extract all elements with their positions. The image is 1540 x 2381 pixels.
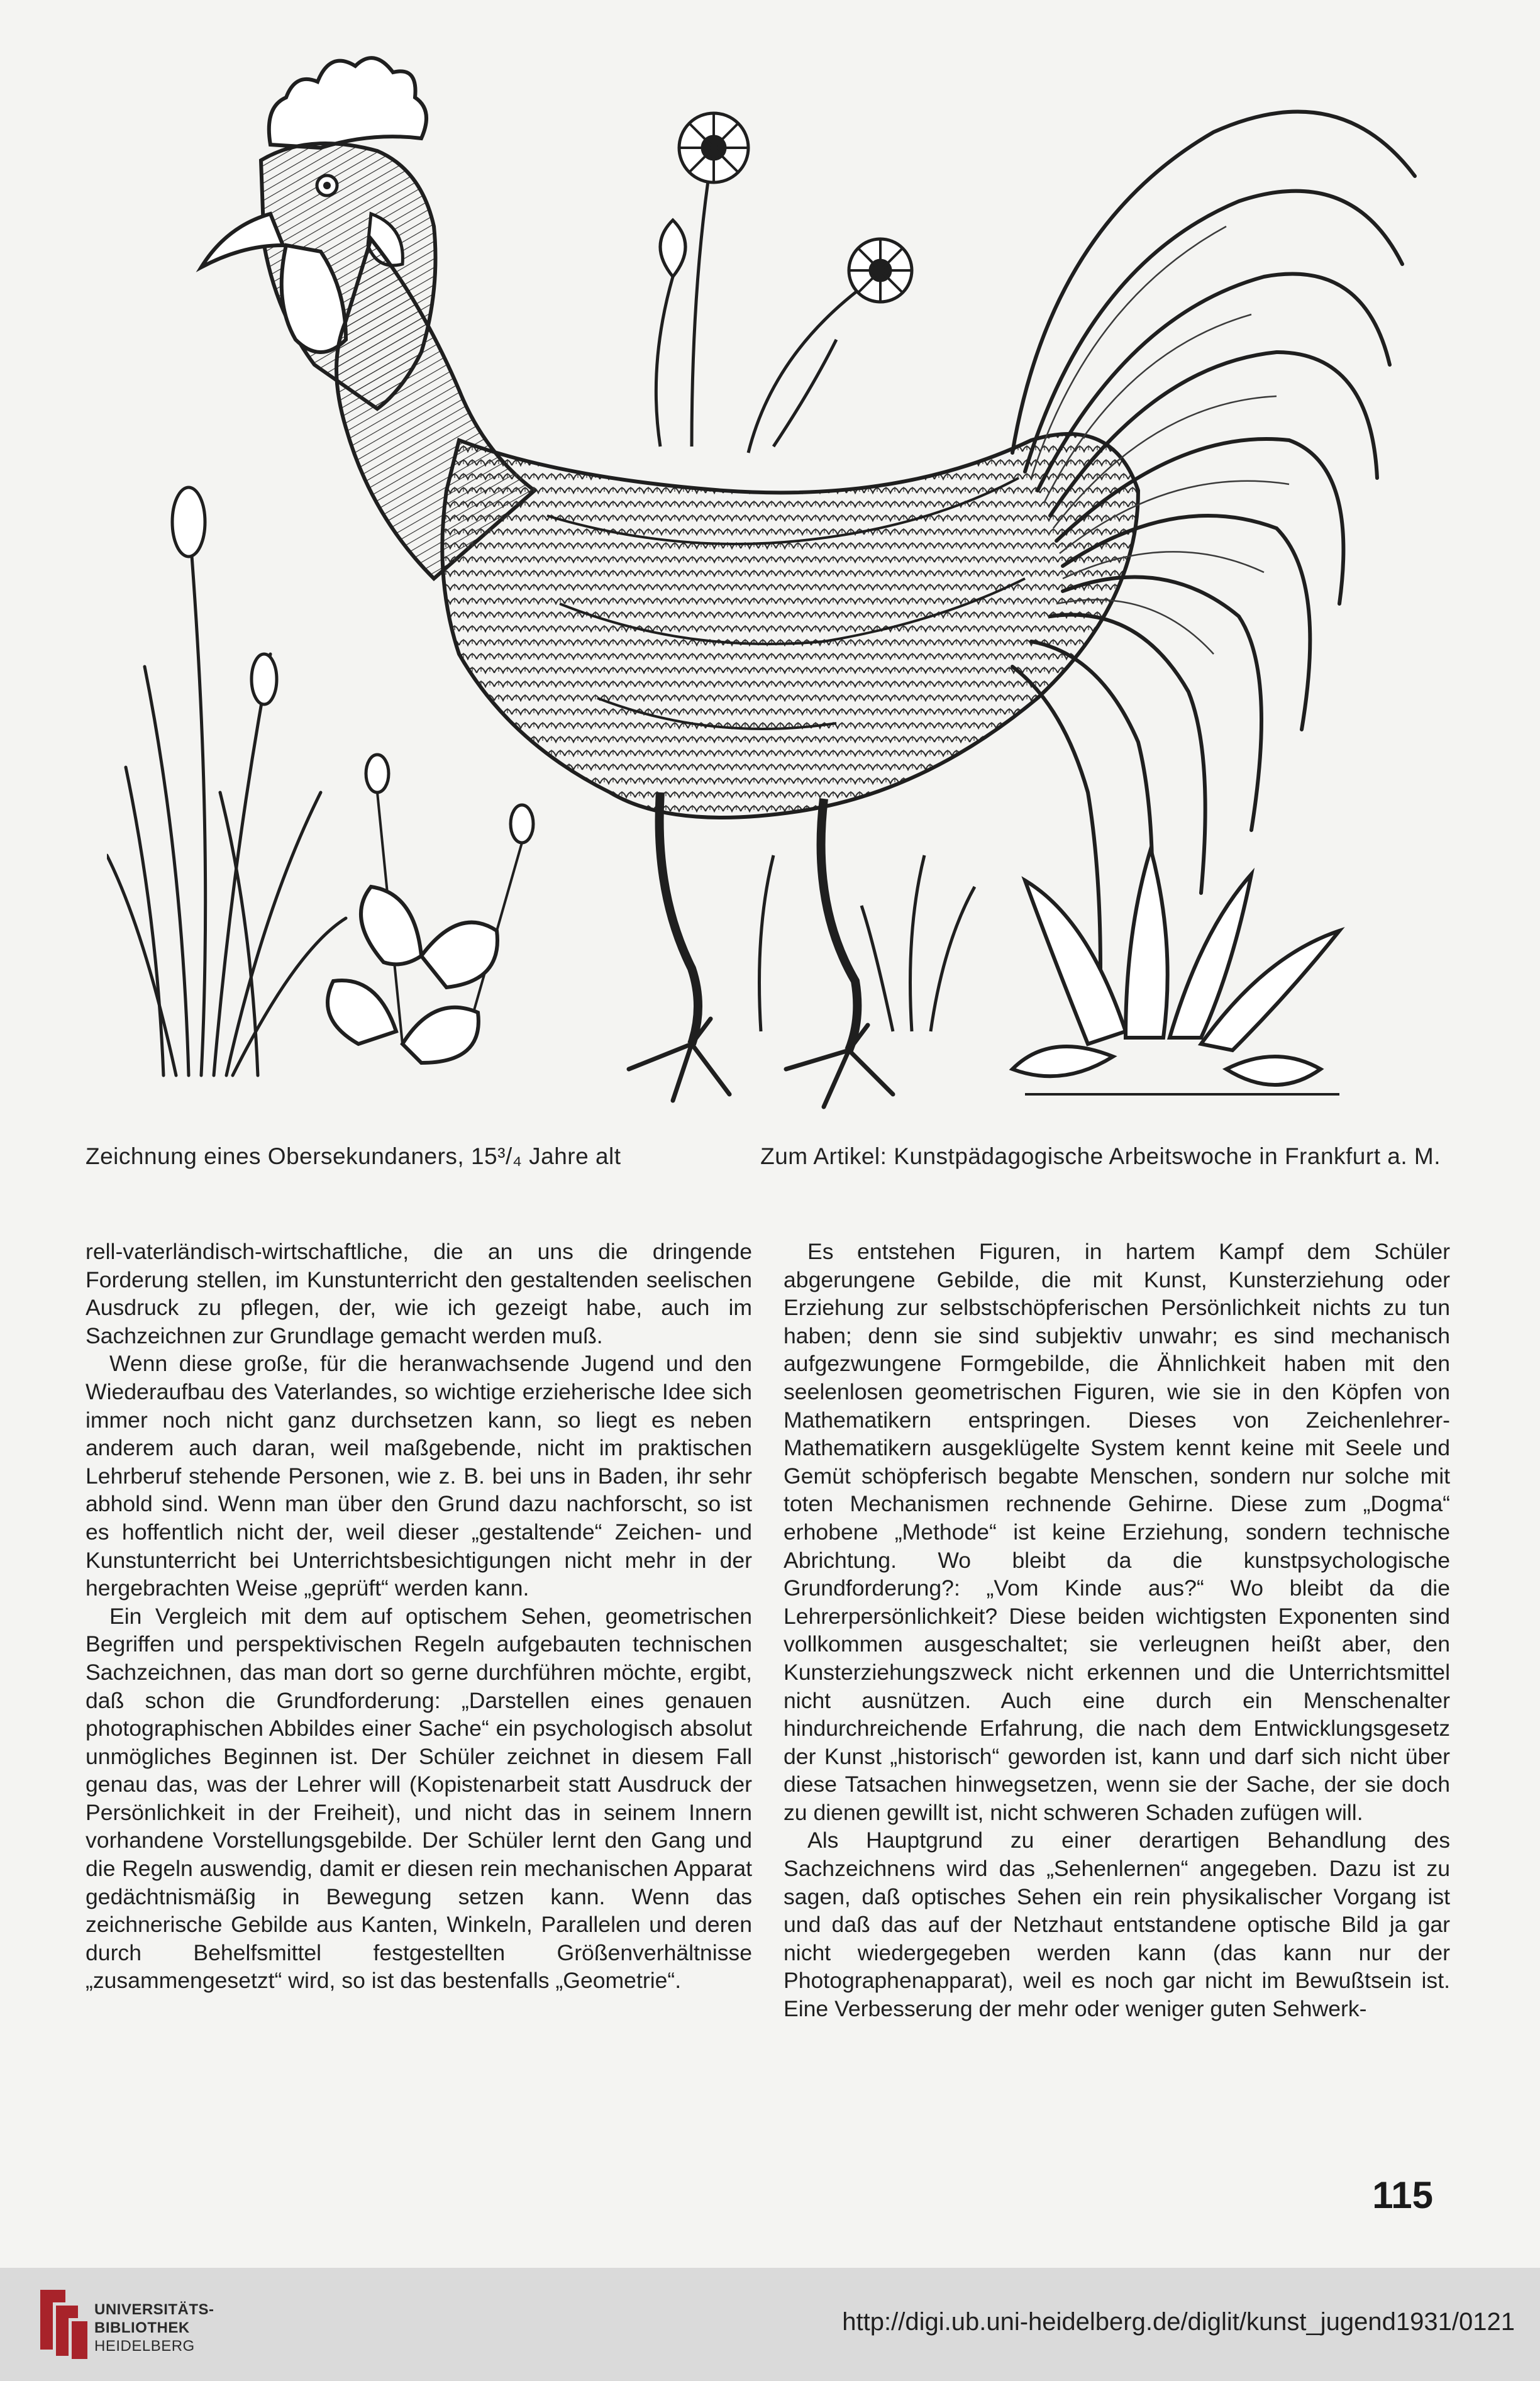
figure-caption-right: Zum Artikel: Kunstpädagogische Arbeitswoche in Frankfurt a. M. (760, 1143, 1441, 1169)
library-logo-icon (28, 2280, 91, 2362)
library-name-line: BIBLIOTHEK (94, 2319, 190, 2336)
page-number: 115 (1372, 2174, 1433, 2216)
paragraph: rell-vaterländisch-wirtschaftliche, die an uns die dringende Forderung stellen, im Kunstunterricht den gestaltenden seelischen Ausdruck zu pflegen, der, wie ich gezeigt habe, auch im Sachzeichnen zur Grundlage gemacht werden muß. (86, 1239, 752, 1348)
paragraph: Es entstehen Figuren, in hartem Kampf dem Schüler abgerungene Gebilde, die mit Kunst, Kunsterziehung oder Erziehung zur selbstschöpferischen Persönlichkeit nichts zu tun haben; denn sie sind subjektiv unwahr; es sind mechanisch aufgezwungene Formgebilde, die Ähnlichkeit haben mit den seelenlosen geometrischen Figuren, wie sie in den Köpfen von Mathematikern entspringen. Dieses von Zeichenlehrer-Mathematikern ausgeklügelte System kennt keine mit Seele und Gemüt schöpferisch begabte Menschen, sondern nur solche mit toten Mechanismen rechnende Gehirne. Diese zum „Dogma“ erhobene „Methode“ ist keine Erziehung, sondern technische Abrichtung. Wo bleibt da die kunstpsychologische Grundforderung?: „Vom Kinde aus?“ Wo bleibt da die Lehrerpersönlichkeit? Diese beiden wichtigsten Exponenten sind vollkommen ausgeschaltet; sie verleugnen heißt aber, den Kunsterziehungszweck nicht erkennen und die Unterrichtsmittel nicht ausnützen. Auch eine durch ein Menschenalter hindurchreichende Erfahrung, die nach dem Entwicklungsgesetz der Kunst „historisch“ geworden ist, kann und darf sich nicht über diese Tatsachen hinwegsetzen, wenn sie der Sache, der sie doch zu dienen gewillt ist, nicht schweren Schaden zufügen will. (784, 1239, 1450, 1825)
text-column-left (86, 1238, 752, 1995)
paragraph: Als Hauptgrund zu einer derartigen Behandlung des Sachzeichnens wird das „Sehenlernen“ angegeben. Dazu ist zu sagen, daß optisches Sehen ein rein physikalischer Vorgang ist und daß das auf der Netzhaut entstandene optische Bild ja gar nicht wiedergegeben werden kann (das kann nur der Photographenapparat), weil es noch gar nicht im Bewußtsein ist. Eine Verbesserung der mehr oder weniger guten Sehwerk- (784, 1828, 1450, 2022)
paragraph: Ein Vergleich mit dem auf optischem Sehen, geometrischen Begriffen und perspektivischen Regeln aufgebauten technischen Sachzeichnen, das man dort so gerne durchführen möchte, ergibt, daß schon die Grundforderung: „Darstellen eines genauen photographischen Abbildes einer Sache“ ein psychologisch absolut unmögliches Beginnen ist. Der Schüler zeichnet in diesem Fall genau das, was der Lehrer will (Kopistenarbeit statt Ausdruck der Persönlichkeit in der Freiheit), und nicht das in seinem Innern vorhandene Vorstellungsgebilde. Der Schüler lernt den Gang und die Regeln auswendig, damit er diesen rein mechanischen Apparat gedächtnismäßig in Bewegung setzen kann. Wenn das zeichnerische Gebilde aus Kanten, Winkeln, Parallelen und deren durch Behelfsmittel festgestellten Größenverhältnisse „zusammengesetzt“ wird, so ist das bestenfalls „Geometrie“. (86, 1603, 752, 1994)
library-name (94, 2301, 214, 2355)
figure-caption-left: Zeichnung eines Obersekundaners, 15³/₄ Jahre alt (86, 1143, 621, 1169)
permalink-url[interactable]: http://digi.ub.uni-heidelberg.de/diglit/kunst_jugend1931/0121 (842, 2308, 1515, 2336)
viewer-footer (0, 2268, 1540, 2381)
library-name-line: UNIVERSITÄTS- (94, 2301, 214, 2318)
paragraph: Wenn diese große, für die heranwachsende Jugend und den Wiederaufbau des Vaterlandes, so wichtige erzieherische Idee sich immer noch nicht ganz durchsetzen kann, so liegt es neben anderem auch daran, weil maßgebende, nicht im praktischen Lehrberuf stehende Personen, wie z. B. bei uns in Baden, ihr sehr abhold sind. Wenn man über den Grund dazu nachforscht, so ist es hoffentlich nicht der, weil dieser „gestaltende“ Zeichen- und Kunstunterricht bei Unterrichtsbesichtigungen nicht mehr in der hergebrachten Weise „geprüft“ werden kann. (86, 1351, 752, 1601)
library-name-line: HEIDELBERG (94, 2338, 195, 2355)
text-column-right (784, 1238, 1450, 2023)
rooster-drawing (107, 38, 1446, 1132)
